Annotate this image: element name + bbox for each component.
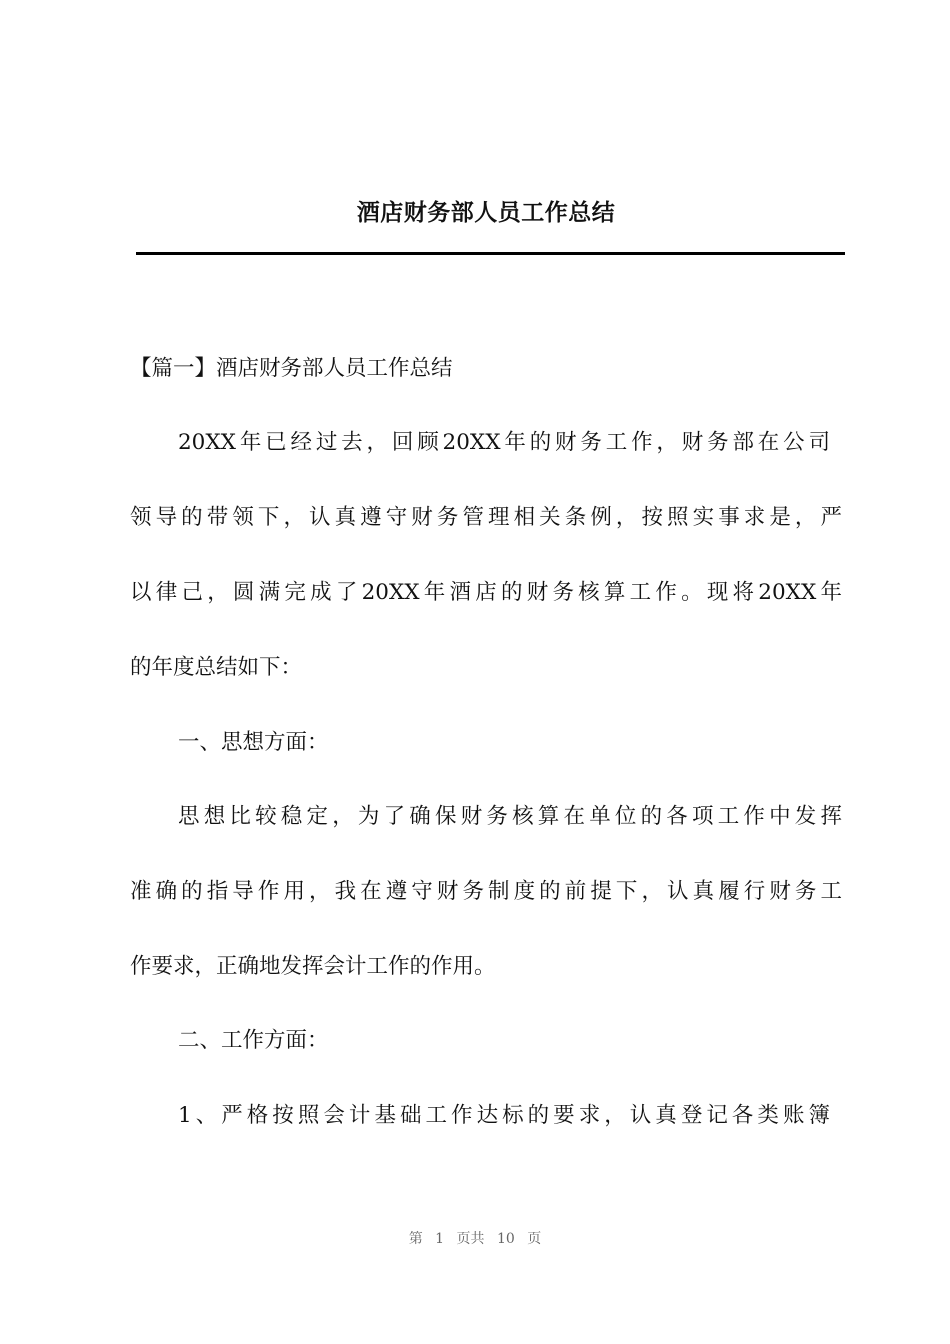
section-heading: 【篇一】酒店财务部人员工作总结 xyxy=(130,356,453,381)
heading-work: 二、工作方面： xyxy=(178,1028,329,1053)
paragraph-3-line-1: 1、严格按照会计基础工作达标的要求，认真登记各类账簿 xyxy=(178,1103,830,1128)
title-underline xyxy=(136,252,845,255)
paragraph-2-line-2: 准确的指导作用，我在遵守财务制度的前提下，认真履行财务工 xyxy=(130,879,842,904)
paragraph-2-line-1: 思想比较稳定，为了确保财务核算在单位的各项工作中发挥 xyxy=(178,804,842,829)
document-title: 酒店财务部人员工作总结 xyxy=(356,199,616,226)
heading-thinking: 一、思想方面： xyxy=(178,730,329,755)
paragraph-1-line-1: 20XX年已经过去，回顾20XX年的财务工作，财务部在公司 xyxy=(178,430,830,455)
paragraph-1-line-3: 以律己，圆满完成了20XX年酒店的财务核算工作。现将20XX年 xyxy=(130,580,842,605)
page-number-footer: 第 1 页共 10 页 xyxy=(408,1231,542,1247)
paragraph-1-line-4: 的年度总结如下： xyxy=(130,655,303,680)
paragraph-1-line-2: 领导的带领下，认真遵守财务管理相关条例，按照实事求是，严 xyxy=(130,505,842,530)
paragraph-2-line-3: 作要求，正确地发挥会计工作的作用。 xyxy=(130,954,496,979)
